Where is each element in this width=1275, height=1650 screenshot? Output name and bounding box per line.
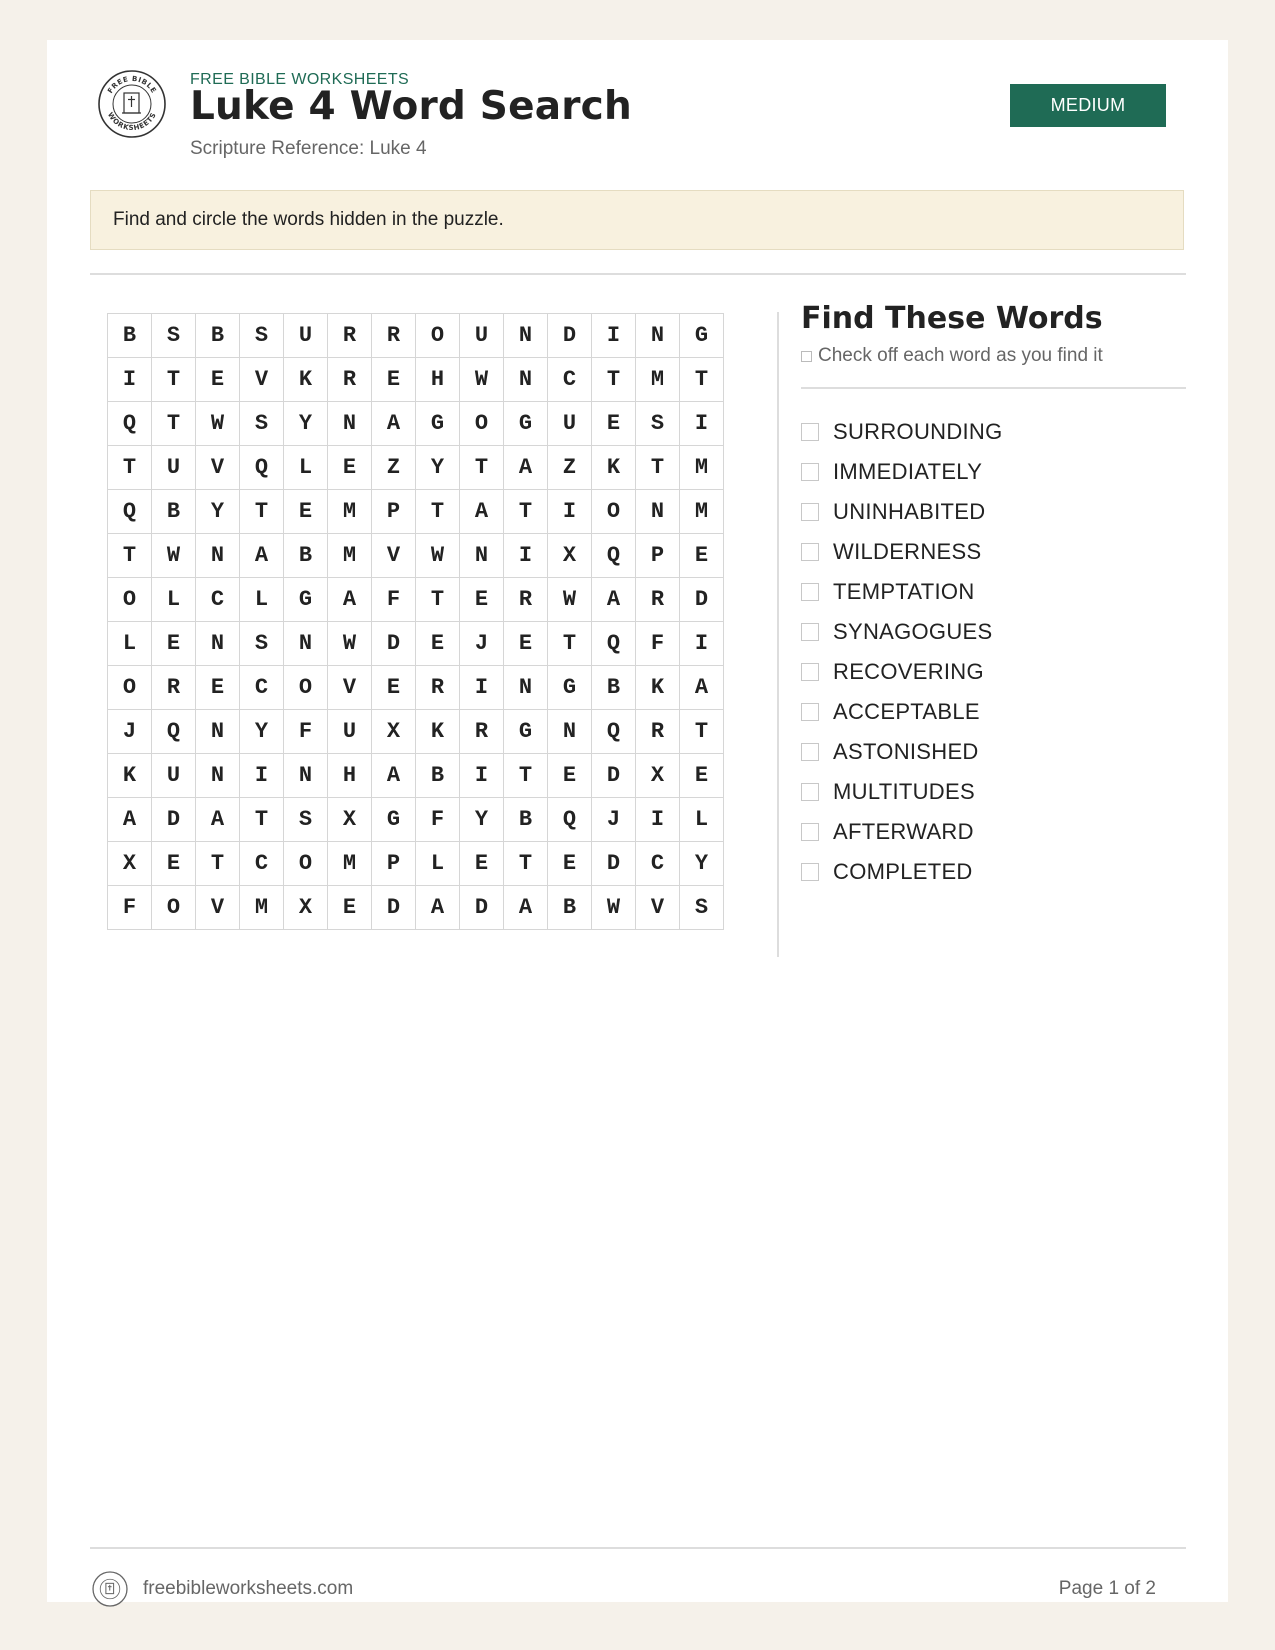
grid-row	[108, 842, 724, 886]
grid-cell[interactable]: I	[636, 798, 680, 842]
grid-row	[108, 402, 724, 446]
grid-row	[108, 358, 724, 402]
grid-cell[interactable]: C	[196, 578, 240, 622]
grid-cell[interactable]: N	[196, 754, 240, 798]
grid-cell[interactable]: N	[196, 534, 240, 578]
grid-cell[interactable]: N	[548, 710, 592, 754]
footer-divider	[90, 1547, 1186, 1549]
grid-cell[interactable]: R	[416, 666, 460, 710]
grid-cell[interactable]: A	[372, 754, 416, 798]
grid-cell[interactable]: G	[504, 710, 548, 754]
grid-cell[interactable]: A	[196, 798, 240, 842]
grid-cell[interactable]: Q	[592, 622, 636, 666]
grid-cell[interactable]: E	[592, 402, 636, 446]
word-checkbox[interactable]	[801, 543, 819, 561]
grid-cell[interactable]: G	[284, 578, 328, 622]
grid-cell[interactable]: E	[504, 622, 548, 666]
grid-cell[interactable]: E	[680, 754, 724, 798]
word-checkbox[interactable]	[801, 743, 819, 761]
grid-cell[interactable]: I	[680, 622, 724, 666]
grid-cell[interactable]: I	[548, 490, 592, 534]
word-checkbox[interactable]	[801, 623, 819, 641]
word-list-item	[801, 852, 1003, 892]
grid-cell[interactable]: D	[680, 578, 724, 622]
logo-top-text: FREE BIBLE	[106, 74, 158, 95]
grid-cell[interactable]: A	[680, 666, 724, 710]
grid-cell[interactable]: P	[372, 842, 416, 886]
grid-cell[interactable]: O	[108, 578, 152, 622]
grid-cell[interactable]: S	[680, 886, 724, 930]
grid-cell[interactable]: S	[240, 314, 284, 358]
grid-cell[interactable]: Y	[240, 710, 284, 754]
grid-cell[interactable]: Z	[372, 446, 416, 490]
grid-cell[interactable]: E	[152, 622, 196, 666]
grid-cell[interactable]: M	[240, 886, 284, 930]
grid-cell[interactable]: I	[460, 666, 504, 710]
grid-cell[interactable]: D	[372, 886, 416, 930]
grid-cell[interactable]: I	[504, 534, 548, 578]
grid-cell[interactable]: K	[284, 358, 328, 402]
grid-cell[interactable]: B	[548, 886, 592, 930]
word-checkbox[interactable]	[801, 463, 819, 481]
grid-cell[interactable]: O	[416, 314, 460, 358]
word-label: RECOVERING	[833, 659, 984, 684]
grid-cell[interactable]: A	[372, 402, 416, 446]
grid-cell[interactable]: E	[460, 578, 504, 622]
grid-cell[interactable]: E	[680, 534, 724, 578]
column-divider	[777, 312, 779, 957]
grid-cell[interactable]: O	[592, 490, 636, 534]
grid-cell[interactable]: Q	[240, 446, 284, 490]
grid-cell[interactable]: E	[196, 666, 240, 710]
grid-cell[interactable]: Q	[592, 534, 636, 578]
grid-cell[interactable]: E	[328, 446, 372, 490]
word-label: WILDERNESS	[833, 539, 982, 564]
word-list-item	[801, 732, 1003, 772]
grid-cell[interactable]: O	[284, 666, 328, 710]
grid-cell[interactable]: M	[680, 490, 724, 534]
grid-cell[interactable]: N	[460, 534, 504, 578]
grid-cell[interactable]: A	[592, 578, 636, 622]
word-checkbox[interactable]	[801, 783, 819, 801]
footer-logo	[92, 1571, 128, 1607]
word-list-item	[801, 572, 1003, 612]
grid-cell[interactable]: E	[372, 358, 416, 402]
grid-cell[interactable]: A	[108, 798, 152, 842]
grid-cell[interactable]: O	[460, 402, 504, 446]
grid-cell[interactable]: Y	[196, 490, 240, 534]
grid-cell[interactable]: S	[284, 798, 328, 842]
grid-cell[interactable]: T	[504, 754, 548, 798]
grid-cell[interactable]: U	[284, 314, 328, 358]
grid-cell[interactable]: P	[636, 534, 680, 578]
grid-cell[interactable]: T	[460, 446, 504, 490]
grid-cell[interactable]: Z	[548, 446, 592, 490]
grid-cell[interactable]: R	[636, 710, 680, 754]
grid-cell[interactable]: E	[372, 666, 416, 710]
grid-cell[interactable]: J	[460, 622, 504, 666]
grid-cell[interactable]: R	[636, 578, 680, 622]
word-checkbox[interactable]	[801, 423, 819, 441]
grid-cell[interactable]: F	[636, 622, 680, 666]
grid-cell[interactable]: T	[240, 798, 284, 842]
grid-cell[interactable]: M	[328, 490, 372, 534]
grid-cell[interactable]: M	[680, 446, 724, 490]
grid-cell[interactable]: E	[460, 842, 504, 886]
word-checkbox[interactable]	[801, 703, 819, 721]
grid-cell[interactable]: T	[196, 842, 240, 886]
grid-cell[interactable]: I	[592, 314, 636, 358]
grid-cell[interactable]: D	[152, 798, 196, 842]
grid-cell[interactable]: X	[548, 534, 592, 578]
grid-cell[interactable]: B	[152, 490, 196, 534]
word-label: MULTITUDES	[833, 779, 975, 804]
difficulty-badge: MEDIUM	[1010, 84, 1166, 127]
grid-cell[interactable]: E	[196, 358, 240, 402]
word-checkbox[interactable]	[801, 863, 819, 881]
word-list-item	[801, 452, 1003, 492]
grid-row	[108, 314, 724, 358]
grid-cell[interactable]: N	[504, 314, 548, 358]
bible-worksheets-logo	[97, 69, 167, 139]
footer-site: freebibleworksheets.com	[143, 1578, 354, 1599]
grid-cell[interactable]: A	[504, 446, 548, 490]
grid-cell[interactable]: O	[108, 666, 152, 710]
grid-cell[interactable]: I	[460, 754, 504, 798]
grid-cell[interactable]: Y	[416, 446, 460, 490]
grid-row	[108, 798, 724, 842]
grid-cell[interactable]: D	[460, 886, 504, 930]
grid-cell[interactable]: B	[284, 534, 328, 578]
grid-row	[108, 578, 724, 622]
word-list-item	[801, 612, 1003, 652]
grid-cell[interactable]: Q	[108, 402, 152, 446]
word-label: ACCEPTABLE	[833, 699, 980, 724]
grid-cell[interactable]: W	[328, 622, 372, 666]
grid-cell[interactable]: T	[592, 358, 636, 402]
grid-cell[interactable]: M	[328, 534, 372, 578]
grid-cell[interactable]: T	[504, 490, 548, 534]
grid-cell[interactable]: Q	[548, 798, 592, 842]
grid-cell[interactable]: K	[636, 666, 680, 710]
grid-cell[interactable]: X	[108, 842, 152, 886]
grid-row	[108, 622, 724, 666]
word-label: SYNAGOGUES	[833, 619, 993, 644]
grid-cell[interactable]: K	[108, 754, 152, 798]
grid-cell[interactable]: K	[416, 710, 460, 754]
word-label: ASTONISHED	[833, 739, 979, 764]
grid-cell[interactable]: E	[548, 754, 592, 798]
grid-cell[interactable]: D	[592, 842, 636, 886]
grid-cell[interactable]: W	[548, 578, 592, 622]
word-label: IMMEDIATELY	[833, 459, 983, 484]
grid-row	[108, 490, 724, 534]
grid-cell[interactable]: T	[680, 358, 724, 402]
grid-cell[interactable]: I	[680, 402, 724, 446]
grid-cell[interactable]: J	[592, 798, 636, 842]
word-label: SURROUNDING	[833, 419, 1003, 444]
grid-cell[interactable]: U	[152, 754, 196, 798]
grid-cell[interactable]: T	[548, 622, 592, 666]
grid-cell[interactable]: R	[328, 358, 372, 402]
grid-cell[interactable]: G	[504, 402, 548, 446]
word-list-item	[801, 812, 1003, 852]
word-list-title: Find These Words	[801, 301, 1103, 336]
grid-cell[interactable]: T	[108, 446, 152, 490]
grid-cell[interactable]: W	[196, 402, 240, 446]
grid-cell[interactable]: N	[636, 490, 680, 534]
grid-cell[interactable]: T	[680, 710, 724, 754]
page-title: Luke 4 Word Search	[190, 84, 632, 129]
grid-cell[interactable]: M	[328, 842, 372, 886]
grid-cell[interactable]: R	[504, 578, 548, 622]
grid-cell[interactable]: C	[548, 358, 592, 402]
word-search-grid	[107, 313, 724, 930]
word-checkbox[interactable]	[801, 823, 819, 841]
grid-cell[interactable]: B	[108, 314, 152, 358]
grid-cell[interactable]: H	[416, 358, 460, 402]
word-list-divider	[801, 387, 1186, 389]
grid-cell[interactable]: T	[240, 490, 284, 534]
grid-cell[interactable]: A	[240, 534, 284, 578]
brand-label: FREE BIBLE WORKSHEETS	[190, 71, 410, 88]
grid-cell[interactable]: R	[328, 314, 372, 358]
grid-cell[interactable]: V	[240, 358, 284, 402]
grid-cell[interactable]: G	[680, 314, 724, 358]
grid-cell[interactable]: M	[636, 358, 680, 402]
grid-cell[interactable]: E	[284, 490, 328, 534]
grid-cell[interactable]: E	[328, 886, 372, 930]
grid-cell[interactable]: F	[108, 886, 152, 930]
grid-cell[interactable]: Q	[592, 710, 636, 754]
grid-cell[interactable]: R	[460, 710, 504, 754]
grid-cell[interactable]: Y	[460, 798, 504, 842]
grid-cell[interactable]: C	[240, 842, 284, 886]
grid-cell[interactable]: H	[328, 754, 372, 798]
grid-cell[interactable]: T	[416, 578, 460, 622]
word-label: UNINHABITED	[833, 499, 986, 524]
word-list-hint	[801, 345, 1103, 367]
grid-cell[interactable]: P	[372, 490, 416, 534]
grid-cell[interactable]: V	[636, 886, 680, 930]
grid-cell[interactable]: G	[416, 402, 460, 446]
instructions-text: Find and circle the words hidden in the puzzle.	[113, 209, 504, 230]
grid-cell[interactable]: X	[284, 886, 328, 930]
grid-cell[interactable]: W	[460, 358, 504, 402]
grid-cell[interactable]: E	[416, 622, 460, 666]
grid-cell[interactable]: Y	[284, 402, 328, 446]
grid-cell[interactable]: T	[416, 490, 460, 534]
grid-cell[interactable]: T	[504, 842, 548, 886]
grid-cell[interactable]: W	[592, 886, 636, 930]
grid-cell[interactable]: T	[152, 402, 196, 446]
word-label: AFTERWARD	[833, 819, 974, 844]
word-list-item	[801, 652, 1003, 692]
grid-cell[interactable]: U	[460, 314, 504, 358]
word-checkbox[interactable]	[801, 663, 819, 681]
grid-cell[interactable]: G	[548, 666, 592, 710]
grid-cell[interactable]: B	[504, 798, 548, 842]
word-list-item	[801, 412, 1003, 452]
grid-cell[interactable]: F	[284, 710, 328, 754]
grid-cell[interactable]: K	[592, 446, 636, 490]
grid-cell[interactable]: L	[416, 842, 460, 886]
grid-cell[interactable]: D	[372, 622, 416, 666]
grid-cell[interactable]: C	[636, 842, 680, 886]
grid-row	[108, 534, 724, 578]
word-label: COMPLETED	[833, 859, 973, 884]
grid-cell[interactable]: N	[504, 358, 548, 402]
grid-cell[interactable]: G	[372, 798, 416, 842]
grid-cell[interactable]: N	[504, 666, 548, 710]
word-checkbox[interactable]	[801, 503, 819, 521]
grid-cell[interactable]: R	[152, 666, 196, 710]
grid-cell[interactable]: T	[108, 534, 152, 578]
grid-cell[interactable]: W	[416, 534, 460, 578]
grid-row	[108, 710, 724, 754]
word-list-hint-text: Check off each word as you find it	[818, 345, 1103, 366]
word-list-item	[801, 772, 1003, 812]
grid-cell[interactable]: D	[592, 754, 636, 798]
grid-cell[interactable]: E	[548, 842, 592, 886]
logo-bottom-text: WORKSHEETS	[105, 110, 158, 133]
grid-cell[interactable]: J	[108, 710, 152, 754]
grid-cell[interactable]: N	[196, 622, 240, 666]
grid-cell[interactable]: C	[240, 666, 284, 710]
grid-cell[interactable]: Q	[108, 490, 152, 534]
grid-cell[interactable]: D	[548, 314, 592, 358]
instructions-box	[90, 190, 1184, 250]
word-label: TEMPTATION	[833, 579, 975, 604]
grid-cell[interactable]: Y	[680, 842, 724, 886]
word-checkbox[interactable]	[801, 583, 819, 601]
grid-cell[interactable]: I	[108, 358, 152, 402]
grid-cell[interactable]: A	[416, 886, 460, 930]
grid-row	[108, 666, 724, 710]
grid-cell[interactable]: S	[152, 314, 196, 358]
grid-cell[interactable]: V	[196, 886, 240, 930]
grid-cell[interactable]: S	[240, 402, 284, 446]
grid-cell[interactable]: V	[196, 446, 240, 490]
grid-cell[interactable]: R	[372, 314, 416, 358]
scripture-reference: Scripture Reference: Luke 4	[190, 138, 427, 159]
grid-cell[interactable]: F	[372, 578, 416, 622]
grid-cell[interactable]: L	[152, 578, 196, 622]
grid-cell[interactable]: A	[504, 886, 548, 930]
word-list-item	[801, 532, 1003, 572]
grid-cell[interactable]: B	[196, 314, 240, 358]
grid-cell[interactable]: L	[240, 578, 284, 622]
grid-cell[interactable]: F	[416, 798, 460, 842]
grid-cell[interactable]: N	[284, 754, 328, 798]
grid-cell[interactable]: A	[328, 578, 372, 622]
grid-row	[108, 754, 724, 798]
grid-cell[interactable]: X	[636, 754, 680, 798]
grid-cell[interactable]: Q	[152, 710, 196, 754]
grid-cell[interactable]: S	[240, 622, 284, 666]
grid-cell[interactable]: O	[152, 886, 196, 930]
header-divider	[90, 273, 1186, 275]
checkbox-icon	[801, 351, 812, 362]
grid-cell[interactable]: L	[680, 798, 724, 842]
grid-cell[interactable]: T	[152, 358, 196, 402]
grid-cell[interactable]: U	[328, 710, 372, 754]
grid-cell[interactable]: N	[196, 710, 240, 754]
grid-cell[interactable]: X	[328, 798, 372, 842]
grid-cell[interactable]: T	[636, 446, 680, 490]
grid-row	[108, 446, 724, 490]
page-number: Page 1 of 2	[1058, 1578, 1156, 1599]
grid-cell[interactable]: U	[548, 402, 592, 446]
grid-cell[interactable]: X	[372, 710, 416, 754]
grid-cell[interactable]: E	[152, 842, 196, 886]
grid-cell[interactable]: N	[328, 402, 372, 446]
grid-cell[interactable]: L	[108, 622, 152, 666]
grid-row	[108, 886, 724, 930]
grid-cell[interactable]: W	[152, 534, 196, 578]
grid-cell[interactable]: U	[152, 446, 196, 490]
word-list-item	[801, 692, 1003, 732]
grid-cell[interactable]: L	[284, 446, 328, 490]
grid-cell[interactable]: A	[460, 490, 504, 534]
grid-cell[interactable]: I	[240, 754, 284, 798]
grid-cell[interactable]: S	[636, 402, 680, 446]
word-list	[801, 412, 1003, 892]
word-list-item	[801, 492, 1003, 532]
grid-cell[interactable]: V	[328, 666, 372, 710]
grid-cell[interactable]: N	[636, 314, 680, 358]
grid-cell[interactable]: B	[416, 754, 460, 798]
grid-cell[interactable]: O	[284, 842, 328, 886]
grid-cell[interactable]: B	[592, 666, 636, 710]
grid-cell[interactable]: V	[372, 534, 416, 578]
worksheet-page	[47, 40, 1228, 1602]
grid-cell[interactable]: N	[284, 622, 328, 666]
